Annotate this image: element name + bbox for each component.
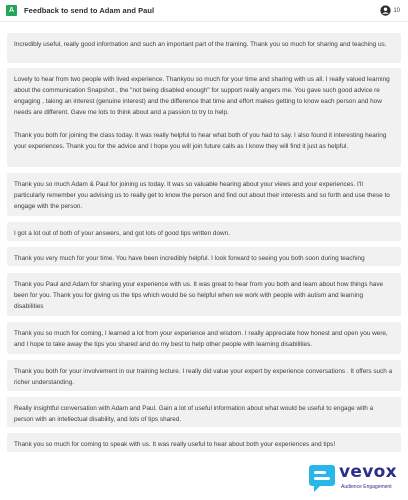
response-card: I got a lot out of both of your answers, and got lots of good tips written down. [7, 222, 401, 241]
participant-count-value: 10 [393, 7, 400, 14]
logo-tagline: Audience Engagement [341, 484, 392, 490]
response-card: Thank you so much for coming to speak with us. It was really useful to hear about both your experiences and tips! [7, 433, 401, 452]
response-card: Thank you both for your involvement in our training lecture. I really did value your expert by experience conversations . It offers such a richer understanding. [7, 360, 401, 391]
response-card: Thank you so much Adam & Paul for joining us today. It was so valuable hearing about your views and your experiences. I'll particularly remember you advising us to really get to know the person and find out about their interests and so forth and use these to engage with the person. [7, 173, 401, 216]
response-card: Incredibly useful, really good information and such an important part of the training. Thank you so much for sharing and teaching us. [7, 33, 401, 63]
question-badge: A [6, 5, 17, 16]
speech-bubble-icon [308, 463, 336, 493]
participant-count [380, 5, 400, 16]
response-card: Really insightful conversation with Adam and Paul. Gain a lot of useful information about what would be useful to engage with a person with an intellectual disability, and lots of tips shared. [7, 397, 401, 427]
header-bar [0, 0, 408, 22]
response-card: Thank you so much for coming, I learned a lot from your experience and wisdom. I really appreciate how honest and open you were, and I hope to take away the tips you shared and do my best to help other people with learning disabilities. [7, 322, 401, 354]
response-card: Lovely to hear from two people with lived experience. Thankyou so much for your time and sharing with us all. I really valued learning about the communication Snapshot , the "not being disabled enough" for support really angers me. You gave such good advice re engaging , taking an interest (genuine interest) and the difference that time and effort makes getting to know each person and how needs are different. Gave me lots to think about and a passion to try to help. [7, 68, 401, 154]
user-icon [380, 5, 391, 16]
vevox-logo [308, 461, 398, 497]
page-title: Feedback to send to Adam and Paul [24, 6, 155, 15]
response-card: Thank you both for joining the class today. It was really helpful to hear what both of you had to say. I also found it interesting hearing your experiences. Thank you for the advice and I hope you will join future calls as I know they will find it just as helpful. [7, 124, 401, 167]
response-card: Thank you Paul and Adam for sharing your experience with us. It was great to hear from you both and learn about how things have been for you. Thank you for giving us the tips which would be so helpful when we work with people with autism and learning disabilities [7, 273, 401, 316]
logo-wordmark: vevox [339, 462, 397, 482]
response-card: Thank you very much for your time. You have been incredibly helpful. I look forward to seeing you both soon during teaching [7, 247, 401, 266]
